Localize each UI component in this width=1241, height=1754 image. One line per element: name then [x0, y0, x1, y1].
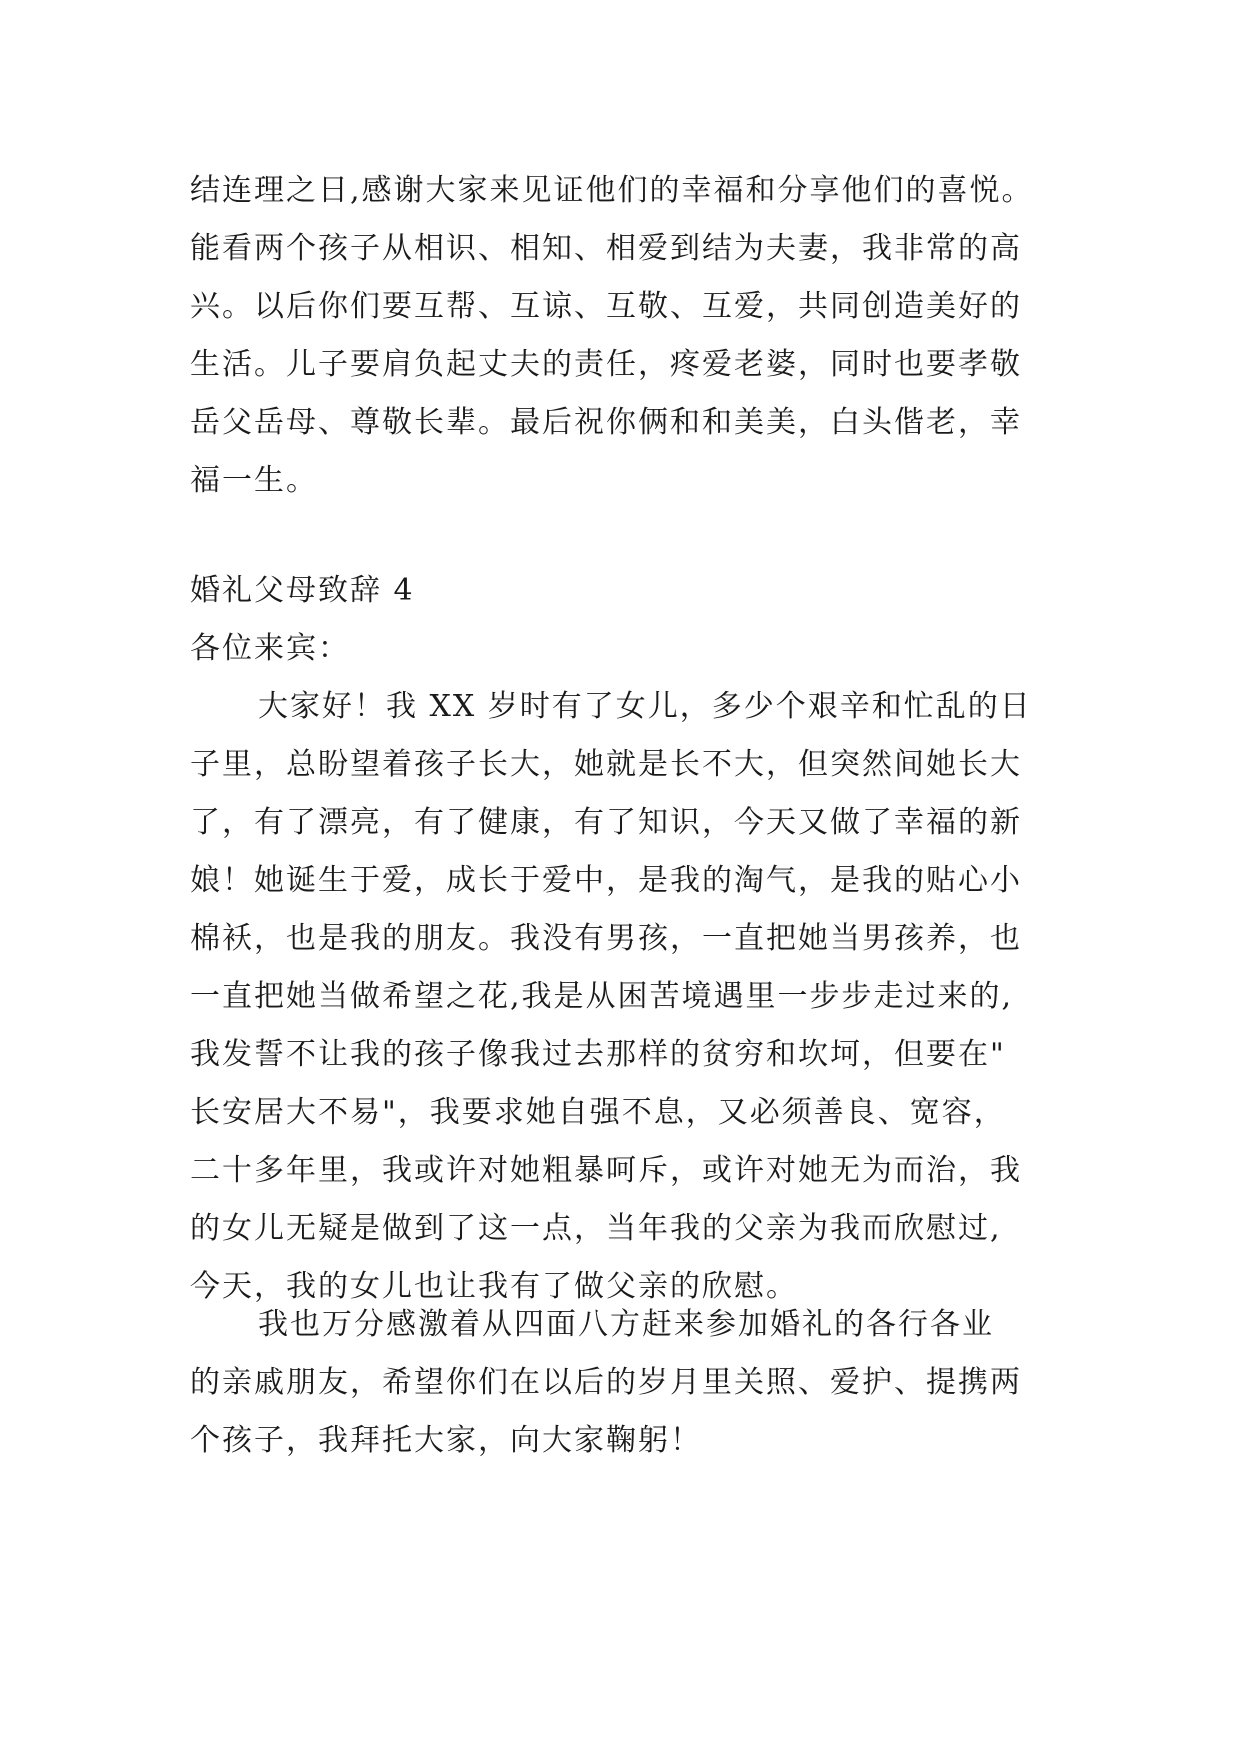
paragraph-line: 我发誓不让我的孩子像我过去那样的贫穷和坎坷，但要在" [190, 1037, 1006, 1072]
paragraph-line: 今天，我的女儿也让我有了做父亲的欣慰。 [190, 1269, 798, 1304]
paragraph-line: 长安居大不易"，我要求她自强不息，又必须善良、宽容， [190, 1095, 1006, 1130]
paragraph-line: 棉袄，也是我的朋友。我没有男孩，一直把她当男孩养，也 [190, 921, 1022, 956]
intro-paragraph [190, 162, 1070, 510]
paragraph-line: 兴。以后你们要互帮、互谅、互敬、互爱，共同创造美好的 [190, 289, 1022, 324]
paragraph-line: 个孩子，我拜托大家，向大家鞠躬！ [190, 1423, 702, 1458]
closing-paragraph [190, 1296, 1070, 1470]
paragraph-line: 二十多年里，我或许对她粗暴呵斥，或许对她无为而治，我 [190, 1153, 1022, 1188]
section-heading: 婚礼父母致辞 4 [190, 573, 415, 608]
paragraph-line: 娘！她诞生于爱，成长于爱中，是我的淘气，是我的贴心小 [190, 863, 1022, 898]
paragraph-line: 岳父岳母、尊敬长辈。最后祝你俩和和美美，白头偕老，幸 [190, 405, 1022, 440]
paragraph-line: 我也万分感激着从四面八方赶来参加婚礼的各行各业 [258, 1307, 994, 1342]
paragraph-line: 福一生。 [190, 463, 318, 498]
paragraph-line: 结连理之日,感谢大家来见证他们的幸福和分享他们的喜悦。 [190, 173, 1034, 208]
paragraph-line: 生活。儿子要肩负起丈夫的责任，疼爱老婆，同时也要孝敬 [190, 347, 1022, 382]
paragraph-line: 的女儿无疑是做到了这一点，当年我的父亲为我而欣慰过, [190, 1211, 1002, 1246]
paragraph-line: 一直把她当做希望之花,我是从困苦境遇里一步步走过来的, [190, 979, 1014, 1014]
salutation: 各位来宾： [190, 631, 350, 666]
paragraph-line: 子里，总盼望着孩子长大，她就是长不大，但突然间她长大 [190, 747, 1022, 782]
paragraph-line: 的亲戚朋友，希望你们在以后的岁月里关照、爱护、提携两 [190, 1365, 1022, 1400]
paragraph-line: 能看两个孩子从相识、相知、相爱到结为夫妻，我非常的高 [190, 231, 1022, 266]
paragraph-line: 大家好！我 XX 岁时有了女儿，多少个艰辛和忙乱的日 [258, 689, 1032, 724]
paragraph-line: 了，有了漂亮，有了健康，有了知识，今天又做了幸福的新 [190, 805, 1022, 840]
body-paragraph [190, 678, 1070, 1316]
